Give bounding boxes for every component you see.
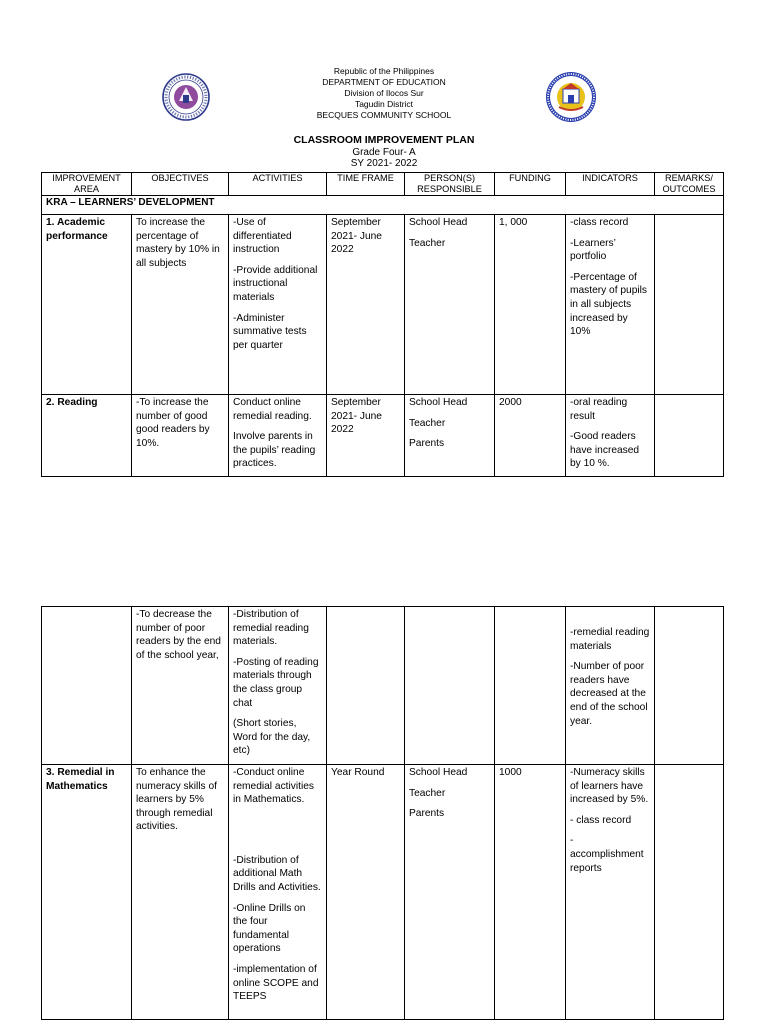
indicator-item: -Percentage of mastery of pupils in all subjects increased by 10% <box>570 271 648 338</box>
document-header <box>250 66 518 121</box>
activity-item: Conduct online remedial reading. <box>233 397 312 422</box>
person-item: Parents <box>409 808 445 820</box>
header-department: DEPARTMENT OF EDUCATION <box>322 77 446 87</box>
school-seal-icon <box>545 71 597 123</box>
indicators-cell <box>566 395 655 477</box>
person-item: Teacher <box>409 787 446 799</box>
header-division: Division of Ilocos Sur <box>344 88 424 98</box>
remarks-cell <box>655 765 724 1020</box>
header-republic: Republic of the Philippines <box>333 66 435 76</box>
person-cell <box>405 765 495 1020</box>
activities-cell <box>229 765 327 1020</box>
funding-cell <box>495 607 566 765</box>
header-district: Tagudin District <box>354 99 414 109</box>
table-header-row <box>42 173 724 196</box>
table-row <box>42 607 724 765</box>
header-remarks: REMARKS/ OUTCOMES <box>655 173 724 196</box>
indicator-item: -remedial reading materials <box>570 627 650 652</box>
area-cell: 3. Remedial in Mathematics <box>42 765 132 1020</box>
objective-cell: To increase the percentage of mastery by 10% in all subjects <box>132 215 229 395</box>
timeframe-cell: Year Round <box>327 765 405 1020</box>
person-item: Teacher <box>409 237 446 249</box>
indicator-item: accomplishment reports <box>570 848 644 874</box>
timeframe-cell <box>327 607 405 765</box>
objective-cell: -To decrease the number of poor readers by the end of the school year, <box>132 607 229 765</box>
person-item: School Head <box>409 767 468 778</box>
header-funding: FUNDING <box>495 173 566 196</box>
kra-label: KRA – LEARNERS’ DEVELOPMENT <box>42 196 724 215</box>
indicator-item: -class record <box>570 217 629 228</box>
title-block <box>220 135 548 169</box>
header-person-responsible: PERSON(S) RESPONSIBLE <box>405 173 495 196</box>
improvement-plan-table <box>41 172 724 477</box>
person-item: School Head <box>409 397 468 408</box>
deped-seal-icon <box>161 73 211 121</box>
activities-cell <box>229 395 327 477</box>
activity-item: (Short stories, Word for the day, etc) <box>233 718 311 757</box>
activities-cell <box>229 215 327 395</box>
person-item: Parents <box>409 438 445 450</box>
activities-cell <box>229 607 327 765</box>
activity-item: -Administer summative tests per quarter <box>233 312 307 351</box>
improvement-plan-table-continued <box>41 606 724 1020</box>
indicators-cell <box>566 607 655 765</box>
indicator-item: -Numeracy skills of learners have increased by 5%. <box>570 767 649 806</box>
indicator-item: -oral reading result <box>570 397 628 422</box>
area-cell: 2. Reading <box>42 395 132 477</box>
person-item: School Head <box>409 217 468 228</box>
indicator-item: -Good readers have increased by 10 %. <box>570 431 640 470</box>
table-row <box>42 765 724 1020</box>
funding-cell: 2000 <box>495 395 566 477</box>
person-cell <box>405 607 495 765</box>
indicator-item: - <box>570 835 574 847</box>
table-row <box>42 215 724 395</box>
timeframe-cell: September 2021- June 2022 <box>327 215 405 395</box>
objective-cell: To enhance the numeracy skills of learners by 5% through remedial activities. <box>132 765 229 1020</box>
document-title: CLASSROOM IMPROVEMENT PLAN <box>293 134 475 146</box>
area-cell: 1. Academic performance <box>42 215 132 395</box>
grade-section: Grade Four- A <box>352 147 416 158</box>
activity-item: Involve parents in the pupils’ reading practices. <box>233 431 316 470</box>
header-indicators: INDICATORS <box>566 173 655 196</box>
objective-cell: -To increase the number of good good readers by 10%. <box>132 395 229 477</box>
header-activities: ACTIVITIES <box>229 173 327 196</box>
activity-item: -Use of differentiated instruction <box>233 217 292 256</box>
person-cell <box>405 395 495 477</box>
remarks-cell <box>655 607 724 765</box>
funding-cell: 1, 000 <box>495 215 566 395</box>
area-cell <box>42 607 132 765</box>
activity-item: -Online Drills on the four fundamental operations <box>233 902 306 955</box>
indicator-item: -Number of poor readers have decreased at the end of the school year. <box>570 661 648 727</box>
indicator-item: -Learners’ portfolio <box>570 237 616 263</box>
activity-item: -Distribution of additional Math Drills and Activities. <box>233 854 321 893</box>
school-year: SY 2021- 2022 <box>350 158 418 169</box>
header-objectives: OBJECTIVES <box>132 173 229 196</box>
activity-item: -Distribution of remedial reading materials. <box>233 609 309 648</box>
activity-item: -implementation of online SCOPE and TEEPS <box>233 963 319 1003</box>
indicator-item: - class record <box>570 814 632 826</box>
indicators-cell <box>566 215 655 395</box>
activity-item: -Provide additional instructional materials <box>233 264 318 303</box>
remarks-cell <box>655 215 724 395</box>
header-time-frame: TIME FRAME <box>327 173 405 196</box>
table-row <box>42 395 724 477</box>
funding-cell: 1000 <box>495 765 566 1020</box>
person-item: Teacher <box>409 417 446 429</box>
person-cell <box>405 215 495 395</box>
activity-item: -Conduct online remedial activities in Mathematics. <box>233 767 314 806</box>
kra-row <box>42 196 724 215</box>
activity-item: -Posting of reading materials through the class group chat <box>233 656 319 709</box>
timeframe-cell: September 2021- June 2022 <box>327 395 405 477</box>
remarks-cell <box>655 395 724 477</box>
header-school: BECQUES COMMUNITY SCHOOL <box>316 110 452 120</box>
header-improvement-area: IMPROVEMENT AREA <box>42 173 132 196</box>
indicators-cell <box>566 765 655 1020</box>
